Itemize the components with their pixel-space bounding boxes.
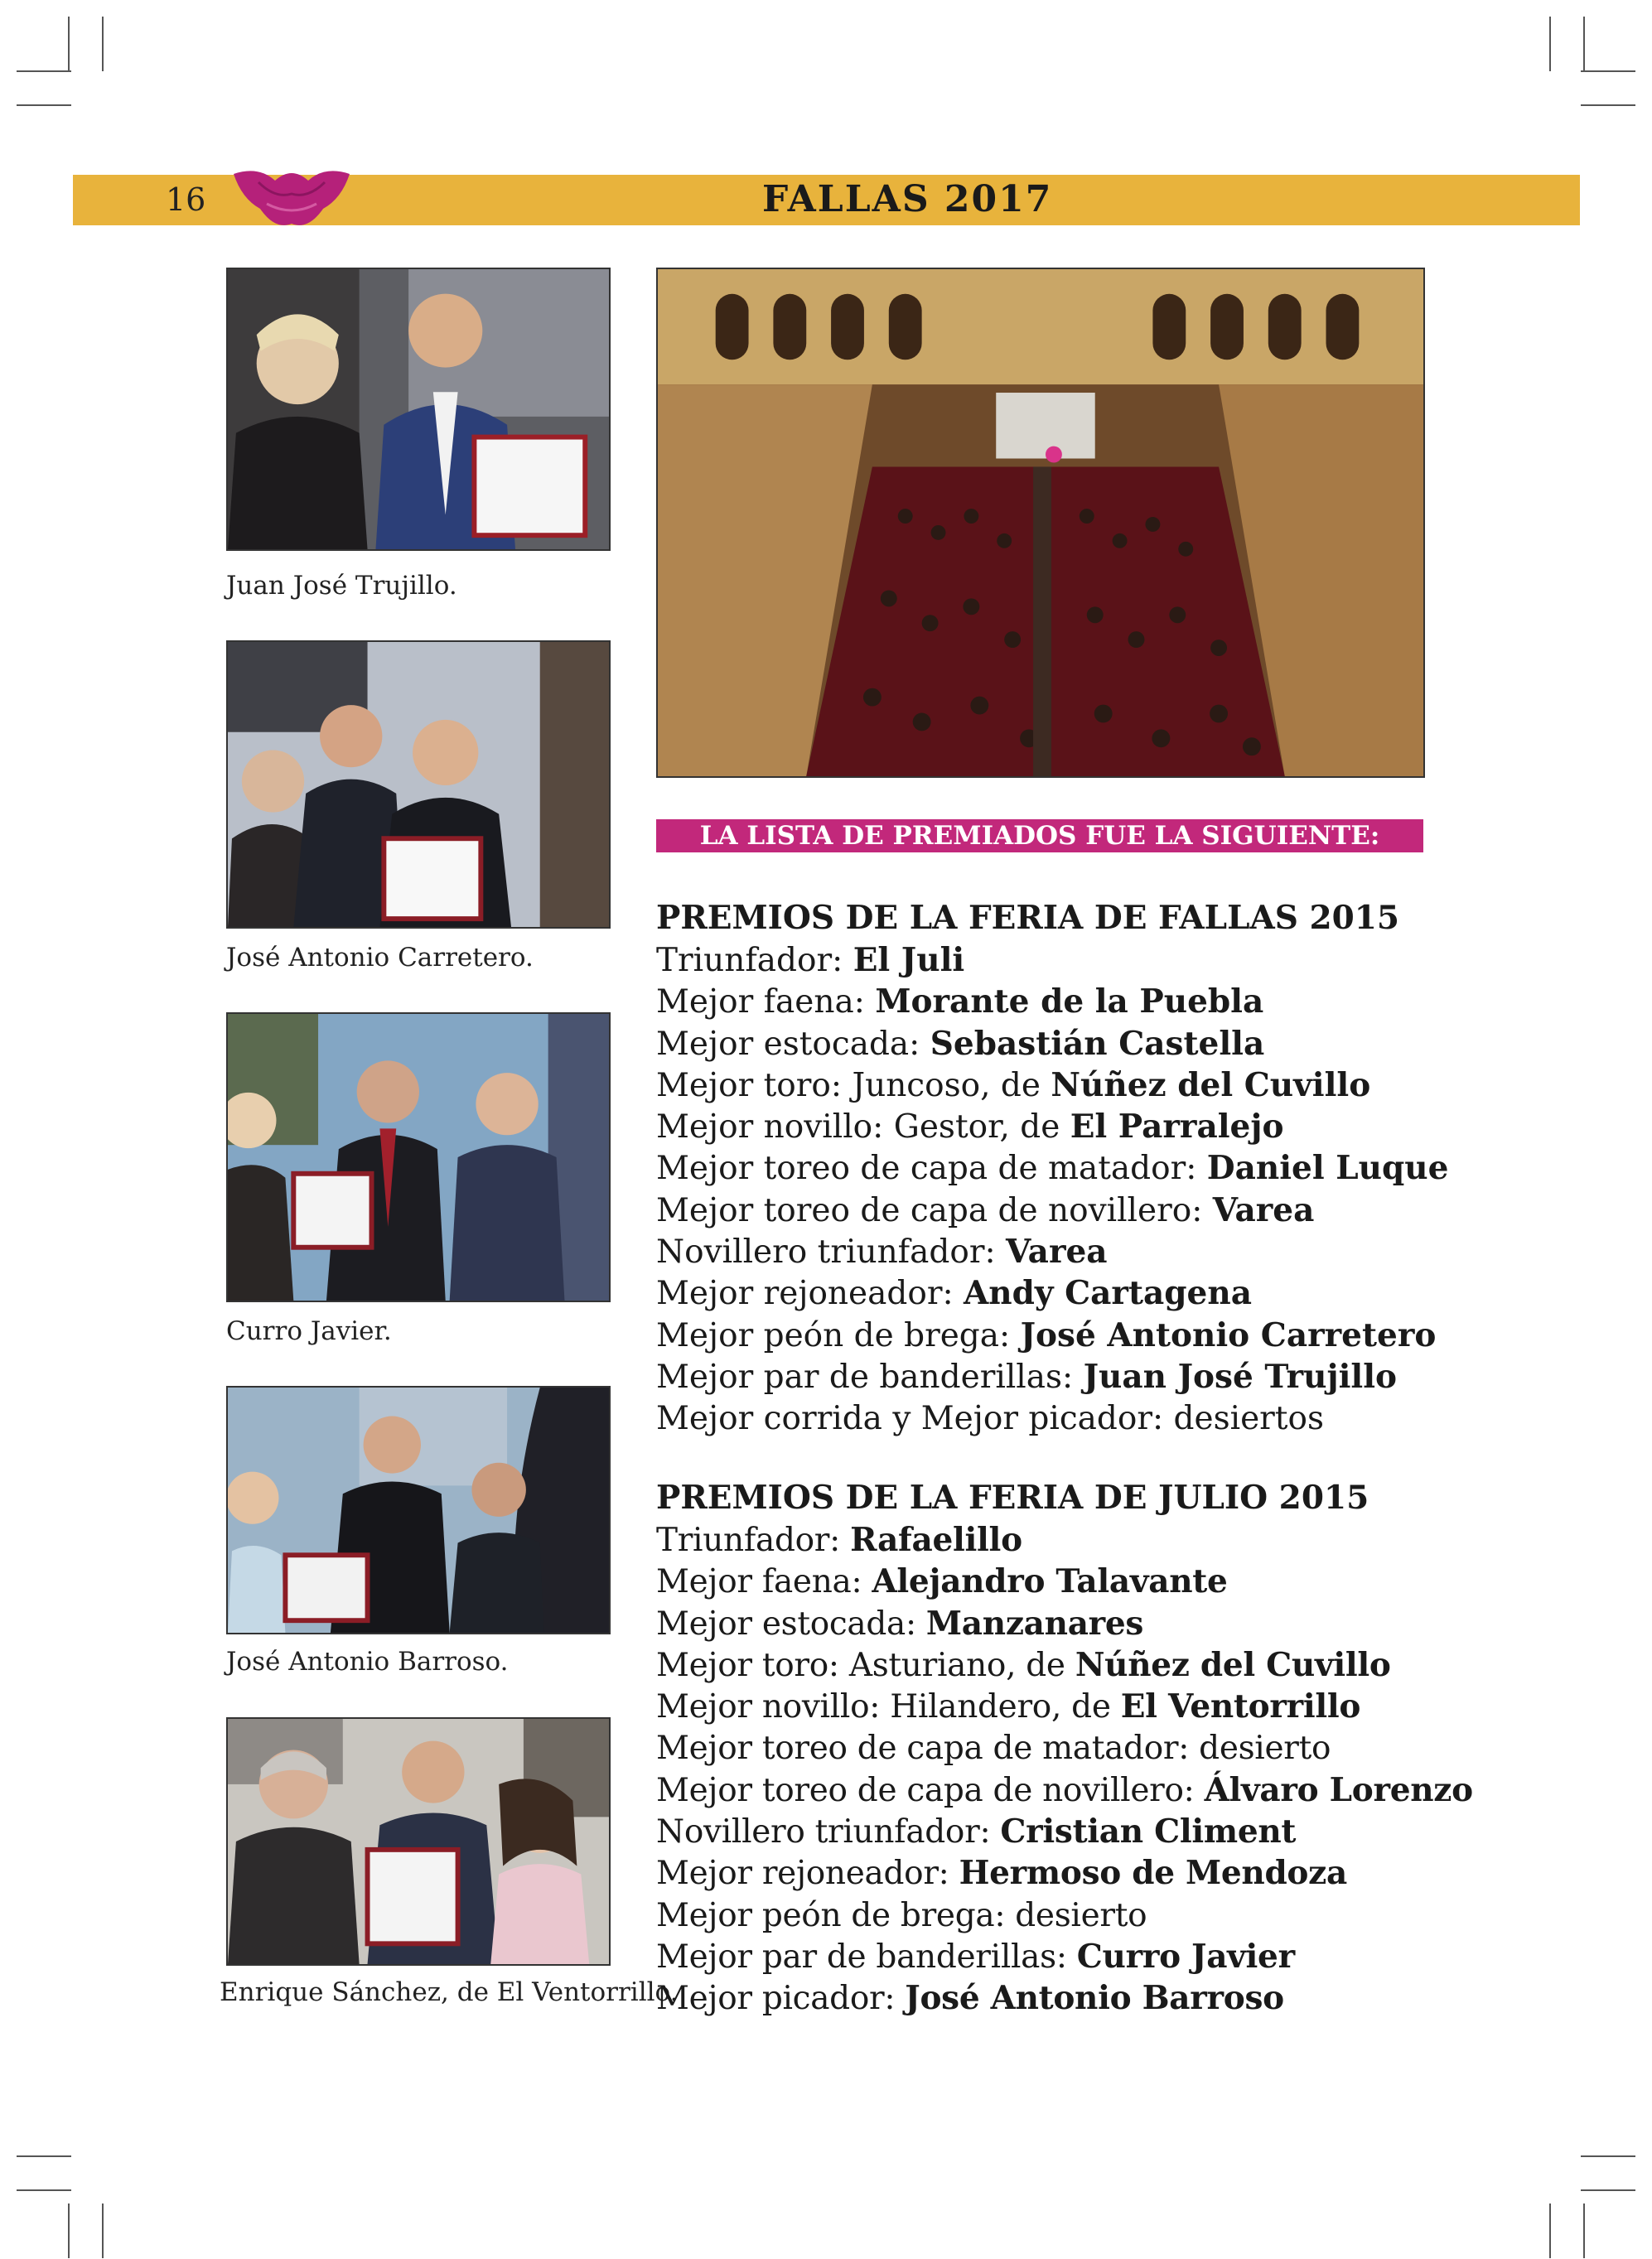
award-line: Mejor rejoneador: Hermoso de Mendoza [656, 1854, 1347, 1893]
flower-ornament-icon [225, 166, 358, 232]
photo-caption: Enrique Sánchez, de El Ventorrillo. [220, 1977, 679, 2007]
crop-mark [1549, 17, 1551, 71]
crop-mark [1549, 2203, 1551, 2258]
magazine-title: FALLAS 2017 [762, 178, 1053, 220]
award-line: Triunfador: Rafaelillo [656, 1521, 1022, 1559]
photo-caption: Juan José Trujillo. [226, 571, 457, 601]
award-photo-3 [226, 1012, 611, 1302]
award-line: Mejor estocada: Sebastián Castella [656, 1024, 1265, 1063]
award-line: Mejor par de banderillas: Juan José Trujillo [656, 1357, 1398, 1396]
award-line: Mejor toro: Asturiano, de Núñez del Cuvillo [656, 1645, 1391, 1684]
awards-heading: PREMIOS DE LA FERIA DE JULIO 2015 [656, 1479, 1369, 1517]
crop-mark [1583, 2203, 1585, 2258]
award-line: Mejor toreo de capa de matador: Daniel Luque [656, 1149, 1449, 1188]
photo-caption: Curro Javier. [226, 1316, 392, 1346]
award-line: Mejor faena: Alejandro Talavante [656, 1562, 1228, 1601]
award-line: Mejor toro: Juncoso, de Núñez del Cuvillo [656, 1065, 1371, 1104]
photo-caption: José Antonio Carretero. [226, 943, 534, 973]
awards-fallas-2015 [656, 896, 1485, 1440]
award-line: Mejor faena: Morante de la Puebla [656, 982, 1264, 1021]
crop-mark [68, 17, 70, 71]
crop-mark [1581, 2155, 1635, 2157]
award-line: Mejor rejoneador: Andy Cartagena [656, 1274, 1252, 1313]
award-line: Mejor novillo: Gestor, de El Parralejo [656, 1108, 1284, 1146]
photo-caption: José Antonio Barroso. [226, 1647, 509, 1677]
award-line: Mejor novillo: Hilandero, de El Ventorrillo [656, 1687, 1361, 1726]
crop-mark [17, 2155, 71, 2157]
crop-mark [17, 2189, 71, 2191]
award-photo-2 [226, 640, 611, 929]
award-line: Mejor par de banderillas: Curro Javier [656, 1937, 1295, 1976]
crop-mark [1581, 2189, 1635, 2191]
awards-heading: PREMIOS DE LA FERIA DE FALLAS 2015 [656, 899, 1400, 937]
winners-list-banner: LA LISTA DE PREMIADOS FUE LA SIGUIENTE: [656, 819, 1423, 852]
crop-mark [102, 2203, 104, 2258]
award-line: Mejor corrida y Mejor picador: desiertos [656, 1400, 1324, 1438]
award-line: Mejor peón de brega: desierto [656, 1896, 1147, 1934]
page-number: 16 [166, 181, 206, 218]
crop-mark [17, 104, 71, 106]
award-line: Mejor toreo de capa de matador: desierto [656, 1730, 1331, 1768]
award-line: Novillero triunfador: Cristian Climent [656, 1813, 1297, 1851]
award-line: Mejor peón de brega: José Antonio Carretero [656, 1315, 1437, 1354]
award-line: Mejor picador: José Antonio Barroso [656, 1979, 1284, 2018]
crop-mark [1583, 17, 1585, 71]
award-line: Mejor toreo de capa de novillero: Álvaro Lorenzo [656, 1770, 1473, 1809]
award-line: Mejor toreo de capa de novillero: Varea [656, 1190, 1315, 1229]
awards-julio-2015 [656, 1476, 1485, 2020]
crop-mark [17, 70, 71, 72]
award-photo-5 [226, 1717, 611, 1966]
award-photo-1 [226, 268, 611, 551]
hall-photo [656, 268, 1425, 778]
crop-mark [68, 2203, 70, 2258]
award-line: Mejor estocada: Manzanares [656, 1604, 1144, 1643]
crop-mark [1581, 70, 1635, 72]
award-line: Novillero triunfador: Varea [656, 1233, 1108, 1272]
award-line: Triunfador: El Juli [656, 941, 965, 979]
crop-mark [1581, 104, 1635, 106]
crop-mark [102, 17, 104, 71]
award-photo-4 [226, 1386, 611, 1634]
